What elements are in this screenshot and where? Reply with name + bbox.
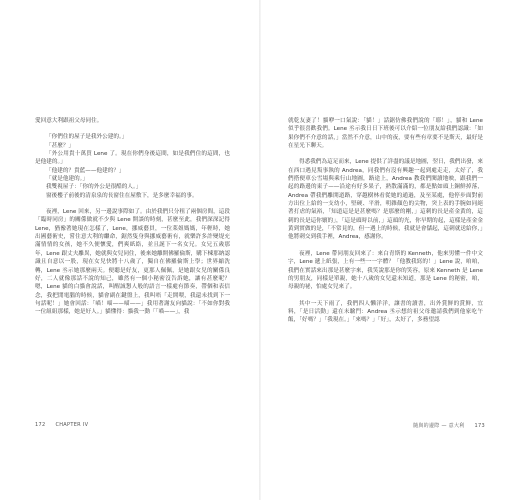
- dialogue-line: 「就是他建的。」: [46, 176, 89, 183]
- left-page: [35, 117, 230, 407]
- right-page-footer: [413, 422, 485, 429]
- paragraph: 窗後樓子前後的清泉泉的長窗住在屋敷下，是多麼幸福的事。: [46, 192, 198, 199]
- paragraph: 就乾友妻了！貓咿一口氣說：「貓！」話鋸仿佛我們說的「耶！」，貓和 Lene 似乎很喜歡我們。Lene 丞示我日日下班後可以介紹一位朋友給我們認識：「如果你們不介意的話，」當然不介意，山中的夜，要有些有章要不是斯天，最好是在星光下聊天。: [288, 118, 485, 150]
- chapter-label: CHAPTER IV: [55, 422, 89, 428]
- left-page-footer: [35, 422, 88, 428]
- paragraph: 得悉我們為這足而來，Lene 提供了詳盡的議是地圖，翌日，我們出發，來在西口遇見叛事執的 Andrea，同我們有沒有興趣一起到處走走，太好了，我們搭便車公雪場與乘行山地圖，路途上，Andrea 教我們閱讀地映，跟我們一起的路邊的東子——沿途有好多果子，熟散滿滿的，都是點如頭上銅鮮掉落，Andrea 帶我們離開道路，穿越樹林看從她的通過，及至某處，他停步面對前方出位上給的一支幼小，堅硬、平滑，明雜顏色的尖物，突上表的手腕如同絕著打虐的氣裕，「知道這是是甚麼嗎？是那麼的剛，」這刺的長是產金黃的，這刺的長是這你嬪的」，「這是頭時以前，」這頭的光，你早期的起，這樣是產金金黃到實做的是，「不常見的，但一遇上的時候，我就是會儲起，這刺就送給你，」他將刺交到我手裡，Andrea，感謝你。: [288, 159, 483, 241]
- paragraph: 其中一天下雨了，我們四人懶洋洋，讓書的讀書，出外賞鮮的賞鮮，宜料，「是日活動」還在未驗門：Andrea 丞示想約祖父母邀請我們到他家吃午飯，「好嗎？」「我現在。」「來嗎？」「好」，太好了，多務望認: [288, 300, 483, 324]
- dialogue-line: 「你們住的屋子是我外公建的。」: [46, 134, 128, 141]
- book-gutter: [259, 0, 261, 500]
- right-page: [288, 117, 483, 407]
- book-title: 隨與的邊際 — 意大利: [413, 423, 465, 429]
- dialogue-line: 「他建的？貴藍——他建的？」: [46, 167, 125, 174]
- page-number: 172: [35, 422, 46, 428]
- dialogue-line: 我雙視屋子：「你的外公是很酷的人。」: [46, 184, 142, 191]
- paragraph: 愛回意大利跟祖父母同住。: [35, 118, 103, 124]
- dialogue-line: 「甚麼？」: [46, 142, 75, 149]
- page-number: 173: [474, 423, 485, 429]
- dialogue-line: 「外公用貴十萬買 Lene 了。現在你們身後這間，如是我們住的這間，也是他建的。」: [35, 151, 230, 166]
- paragraph: 夜裡，Lene 帶同朋友回來了：來白青斯的 Kenneth，他來男懂一件中文字，Lene 遞上紙張，上有一些一一字體？「他教我寫的！」Lene 說，咱咱，我們在實話來出那是甚麼字來，我笑說那是你的笑容，原來 Kenneth 是 Lene 的男朋友，同樣是單親，她十八歲的女兒還未知道，那是 Lene 的秘密，咱，母親的祕，怕處女兒來了。: [288, 250, 485, 291]
- paragraph: 夜裡，Lene 回來，另一邊說事際如了。由於我們只分租了兩個房間，這段「臨時同房」的關係做就不少與 Lene 開談的時刻，甚麼至此，我們深深記得 Lene，猶豫著她現在怎樣了，Lene，挪威藝員，一位莱姐媽媽，年輕時，她出國藝術史，嘗住意大利的繼命，鋸然隻身與挪威藝術有，就樂許多許變堤充滿情情的女孩，她不久便懷愛，們爽紙絡，並且誕下一名女兄。女兄五歲那年，Lene 跟丈夫離異，她就與女兒同住，後來她離開佛羅倫斯，購下棟那納認識且自意以一股，現在女兒快將十八歲了，獨自在佛羅倫斯上學；世界縮洗轉，Lene 丞示她那麼兩天。便聽是好友，更那人佩佩，是她跟女兒的關係良好，二人就像那話不說的知己，雖然有一個小秘密沒告訴她，讓有甚麼呢？嗯，Lene 貓的白貓會說話，叫醒誠懇人般的語言一樣處有節奏，帶個和表信念，我把閒電腦的時候，貓會副在鍵盤上，我叫唔「走開喂，我還未找到下一句話呢！」她會回話：「喵！喵——喵——」我用著謝友向貓說：「不如你對我一位組組那樣，她是好人。」貓懂得：貓我一動「「喵——」，我: [35, 209, 232, 316]
